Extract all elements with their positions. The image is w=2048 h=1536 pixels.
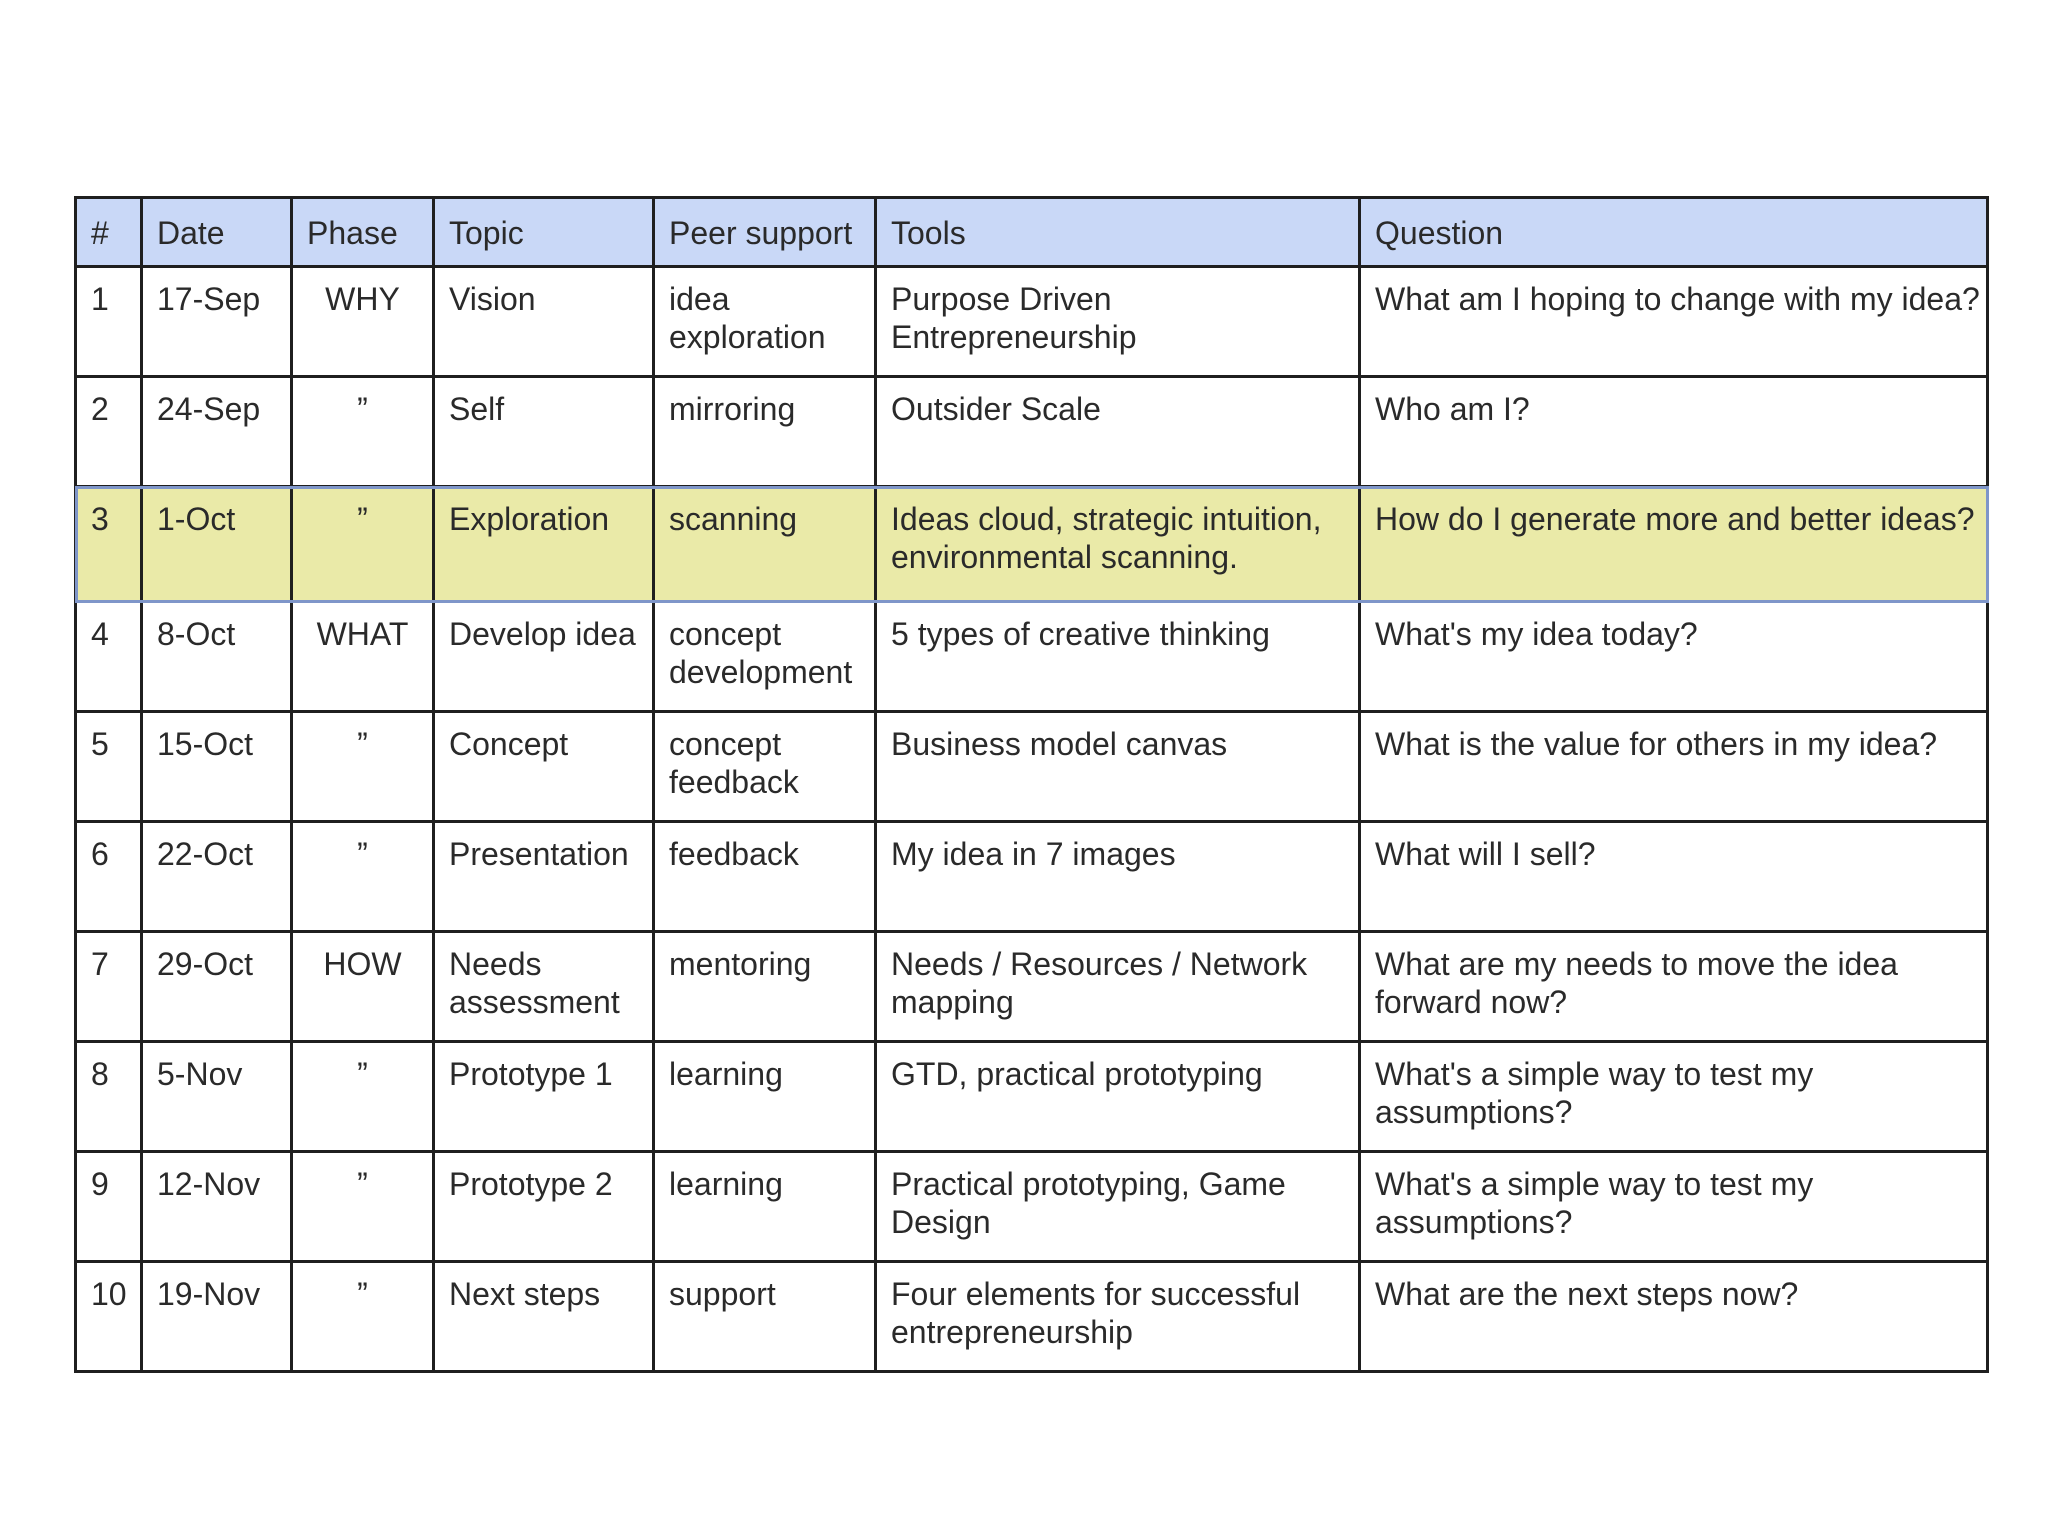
cell-tools: Four elements for successful entrepreneurship	[876, 1262, 1360, 1372]
header-question: Question	[1360, 198, 1988, 267]
cell-date: 12-Nov	[142, 1152, 292, 1262]
cell-peer-support: feedback	[654, 822, 876, 932]
cell-num: 1	[76, 267, 142, 377]
cell-question: What are the next steps now?	[1360, 1262, 1988, 1372]
table-row	[76, 1262, 1988, 1372]
cell-phase: ”	[292, 822, 434, 932]
cell-date: 22-Oct	[142, 822, 292, 932]
cell-peer-support: mentoring	[654, 932, 876, 1042]
cell-date: 24-Sep	[142, 377, 292, 487]
table-row	[76, 822, 1988, 932]
cell-tools: My idea in 7 images	[876, 822, 1360, 932]
cell-num: 4	[76, 602, 142, 712]
cell-phase: WHAT	[292, 602, 434, 712]
cell-question: What's my idea today?	[1360, 602, 1988, 712]
cell-topic: Prototype 2	[434, 1152, 654, 1262]
cell-topic: Vision	[434, 267, 654, 377]
cell-num: 9	[76, 1152, 142, 1262]
table-header-row	[76, 198, 1988, 267]
cell-num: 7	[76, 932, 142, 1042]
table-row	[76, 932, 1988, 1042]
cell-num: 5	[76, 712, 142, 822]
header-date: Date	[142, 198, 292, 267]
table-row-highlighted	[76, 487, 1988, 602]
cell-phase: ”	[292, 1042, 434, 1152]
cell-topic: Presentation	[434, 822, 654, 932]
cell-tools: Business model canvas	[876, 712, 1360, 822]
cell-date: 17-Sep	[142, 267, 292, 377]
cell-date: 19-Nov	[142, 1262, 292, 1372]
cell-tools: 5 types of creative thinking	[876, 602, 1360, 712]
cell-tools: Outsider Scale	[876, 377, 1360, 487]
cell-question: What are my needs to move the idea forward now?	[1360, 932, 1988, 1042]
cell-phase: HOW	[292, 932, 434, 1042]
cell-num: 8	[76, 1042, 142, 1152]
cell-topic: Next steps	[434, 1262, 654, 1372]
cell-date: 5-Nov	[142, 1042, 292, 1152]
table-row	[76, 377, 1988, 487]
cell-tools: Practical prototyping, Game Design	[876, 1152, 1360, 1262]
cell-tools: Purpose Driven Entrepreneurship	[876, 267, 1360, 377]
cell-phase: ”	[292, 1262, 434, 1372]
cell-peer-support: mirroring	[654, 377, 876, 487]
cell-tools: Needs / Resources / Network mapping	[876, 932, 1360, 1042]
header-tools: Tools	[876, 198, 1360, 267]
cell-num: 10	[76, 1262, 142, 1372]
cell-question: What's a simple way to test my assumptions?	[1360, 1042, 1988, 1152]
schedule-table-container	[74, 196, 1986, 1373]
cell-date: 29-Oct	[142, 932, 292, 1042]
cell-phase: ”	[292, 487, 434, 602]
cell-topic: Prototype 1	[434, 1042, 654, 1152]
cell-peer-support: concept development	[654, 602, 876, 712]
header-peer-support: Peer support	[654, 198, 876, 267]
table-row	[76, 267, 1988, 377]
cell-question: What is the value for others in my idea?	[1360, 712, 1988, 822]
cell-tools: GTD, practical prototyping	[876, 1042, 1360, 1152]
table-row	[76, 712, 1988, 822]
cell-question: What's a simple way to test my assumptions?	[1360, 1152, 1988, 1262]
cell-date: 8-Oct	[142, 602, 292, 712]
cell-date: 1-Oct	[142, 487, 292, 602]
cell-phase: WHY	[292, 267, 434, 377]
header-topic: Topic	[434, 198, 654, 267]
cell-peer-support: support	[654, 1262, 876, 1372]
table-row	[76, 1042, 1988, 1152]
table-body	[76, 267, 1988, 1372]
cell-question: How do I generate more and better ideas?	[1360, 487, 1988, 602]
table-row	[76, 1152, 1988, 1262]
cell-question: What am I hoping to change with my idea?	[1360, 267, 1988, 377]
cell-phase: ”	[292, 1152, 434, 1262]
cell-question: What will I sell?	[1360, 822, 1988, 932]
cell-topic: Concept	[434, 712, 654, 822]
cell-num: 3	[76, 487, 142, 602]
cell-peer-support: learning	[654, 1042, 876, 1152]
cell-num: 2	[76, 377, 142, 487]
cell-topic: Develop idea	[434, 602, 654, 712]
cell-topic: Self	[434, 377, 654, 487]
table-row	[76, 602, 1988, 712]
header-num: #	[76, 198, 142, 267]
cell-peer-support: scanning	[654, 487, 876, 602]
cell-phase: ”	[292, 377, 434, 487]
cell-topic: Exploration	[434, 487, 654, 602]
cell-peer-support: concept feedback	[654, 712, 876, 822]
cell-peer-support: learning	[654, 1152, 876, 1262]
cell-peer-support: idea exploration	[654, 267, 876, 377]
cell-num: 6	[76, 822, 142, 932]
cell-question: Who am I?	[1360, 377, 1988, 487]
cell-topic: Needs assessment	[434, 932, 654, 1042]
header-phase: Phase	[292, 198, 434, 267]
cell-tools: Ideas cloud, strategic intuition, environmental scanning.	[876, 487, 1360, 602]
cell-date: 15-Oct	[142, 712, 292, 822]
cell-phase: ”	[292, 712, 434, 822]
schedule-table	[74, 196, 1989, 1373]
